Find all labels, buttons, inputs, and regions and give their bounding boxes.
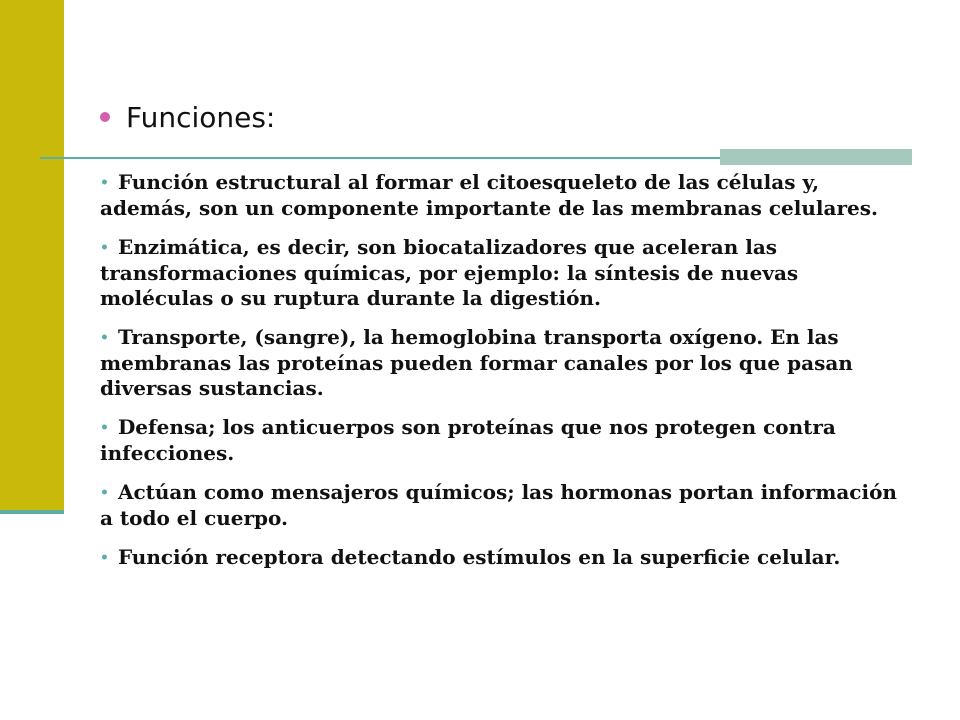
bullet-icon: • <box>100 550 109 566</box>
function-list <box>100 170 900 585</box>
bullet-icon: • <box>100 330 109 346</box>
title-divider-block <box>720 149 912 165</box>
list-item <box>100 170 900 221</box>
list-item <box>100 545 900 571</box>
list-item <box>100 325 900 401</box>
list-item-text: Función estructural al formar el citoesqueleto de las células y, además, son un componente importante de las membranas celulares. <box>100 170 878 220</box>
list-item-text: Defensa; los anticuerpos son proteínas que nos protegen contra infecciones. <box>100 415 836 465</box>
list-item <box>100 480 900 531</box>
title-bullet-icon <box>100 112 110 122</box>
list-item <box>100 235 900 311</box>
bullet-icon: • <box>100 485 109 501</box>
list-item-text: Actúan como mensajeros químicos; las hormonas portan información a todo el cuerpo. <box>100 480 897 530</box>
decorative-side-bar-edge <box>0 510 64 514</box>
list-item-text: Enzimática, es decir, son biocatalizadores que aceleran las transformaciones químicas, por ejemplo: la síntesis de nuevas moléculas o su ruptura durante la digestión. <box>100 235 799 310</box>
list-item <box>100 415 900 466</box>
list-item-text: Función receptora detectando estímulos en la superficie celular. <box>117 545 841 569</box>
bullet-icon: • <box>100 420 109 436</box>
decorative-side-bar <box>0 0 64 510</box>
list-item-text: Transporte, (sangre), la hemoglobina transporta oxígeno. En las membranas las proteínas pueden formar canales por los que pasan diversas sustancias. <box>100 325 853 400</box>
slide-title: Funciones: <box>126 101 276 134</box>
bullet-icon: • <box>100 175 109 191</box>
bullet-icon: • <box>100 240 109 256</box>
